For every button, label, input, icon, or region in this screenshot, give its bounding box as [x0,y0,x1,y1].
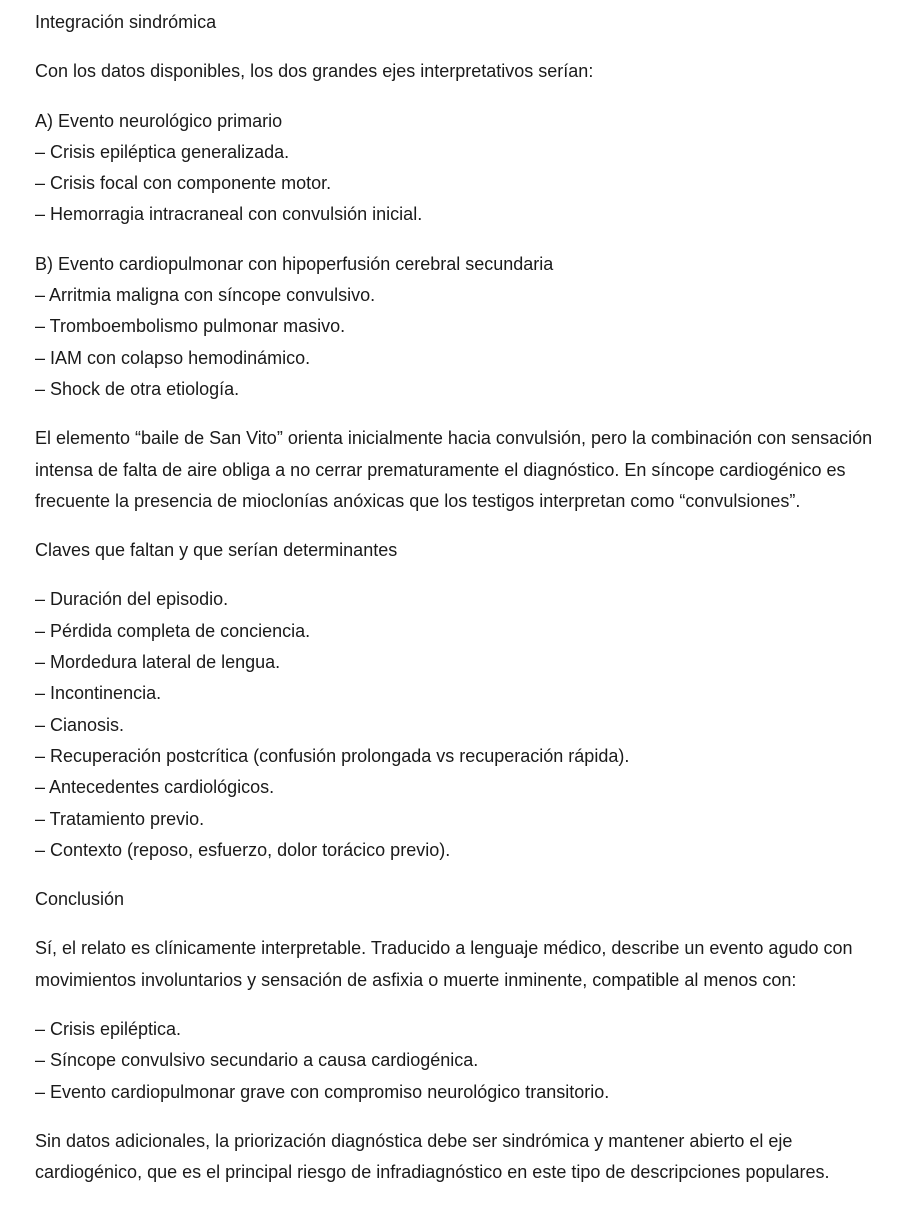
list-item: – Tratamiento previo. [35,808,205,829]
missing-list [35,584,901,866]
paragraph-line: Sí, el relato es clínicamente interpretable. Traducido a lenguaje médico, describe un evento agudo con [35,938,853,959]
list-item: – Síncope convulsivo secundario a causa cardiogénica. [35,1050,479,1071]
document-body [35,7,901,1207]
conclusion-list [35,1014,901,1108]
list-item: – Crisis epiléptica generalizada. [35,141,290,162]
conclusion-paragraph [35,933,901,996]
list-item: – Mordedura lateral de lengua. [35,652,281,673]
final-paragraph [35,1126,901,1189]
list-item: – Crisis focal con componente motor. [35,173,332,194]
list-item: – Shock de otra etiología. [35,378,240,399]
section-title [35,7,901,38]
missing-heading: Claves que faltan y que serían determinantes [35,540,398,561]
list-item: – Antecedentes cardiológicos. [35,777,275,798]
intro-text: Con los datos disponibles, los dos grandes ejes interpretativos serían: [35,61,594,82]
list-item: – Incontinencia. [35,683,162,704]
paragraph-line: frecuente la presencia de mioclonías anóxicas que los testigos interpretan como “convulsiones”. [35,490,801,511]
conclusion-heading-block [35,884,901,915]
list-item: – Hemorragia intracraneal con convulsión inicial. [35,204,423,225]
list-item: – IAM con colapso hemodinámico. [35,347,311,368]
section-title-text: Integración sindrómica [35,12,217,32]
list-item: – Recuperación postcrítica (confusión prolongada vs recuperación rápida). [35,745,630,766]
paragraph-line: movimientos involuntarios y sensación de asfixia o muerte inminente, compatible al menos con: [35,969,797,990]
discussion-paragraph [35,423,901,517]
axis-a-block [35,106,901,231]
paragraph-line: intensa de falta de aire obliga a no cerrar prematuramente el diagnóstico. En síncope cardiogénico es [35,459,846,480]
missing-heading-block [35,535,901,566]
list-item: – Pérdida completa de conciencia. [35,620,311,641]
list-item: – Duración del episodio. [35,589,229,610]
axis-b-heading: B) Evento cardiopulmonar con hipoperfusión cerebral secundaria [35,253,554,274]
list-item: – Crisis epiléptica. [35,1019,182,1040]
axis-a-heading: A) Evento neurológico primario [35,110,283,131]
list-item: – Tromboembolismo pulmonar masivo. [35,316,346,337]
paragraph-line: cardiogénico, que es el principal riesgo de infradiagnóstico en este tipo de descripciones populares. [35,1162,830,1183]
axis-b-block [35,249,901,405]
list-item: – Evento cardiopulmonar grave con compromiso neurológico transitorio. [35,1081,610,1102]
paragraph-line: Sin datos adicionales, la priorización diagnóstica debe ser sindrómica y mantener abierto el eje [35,1130,793,1151]
intro-paragraph [35,56,901,87]
list-item: – Arritmia maligna con síncope convulsivo. [35,285,376,306]
list-item: – Cianosis. [35,714,125,735]
list-item: – Contexto (reposo, esfuerzo, dolor torácico previo). [35,839,451,860]
conclusion-heading: Conclusión [35,889,125,910]
paragraph-line: El elemento “baile de San Vito” orienta inicialmente hacia convulsión, pero la combinación con sensación [35,428,873,449]
